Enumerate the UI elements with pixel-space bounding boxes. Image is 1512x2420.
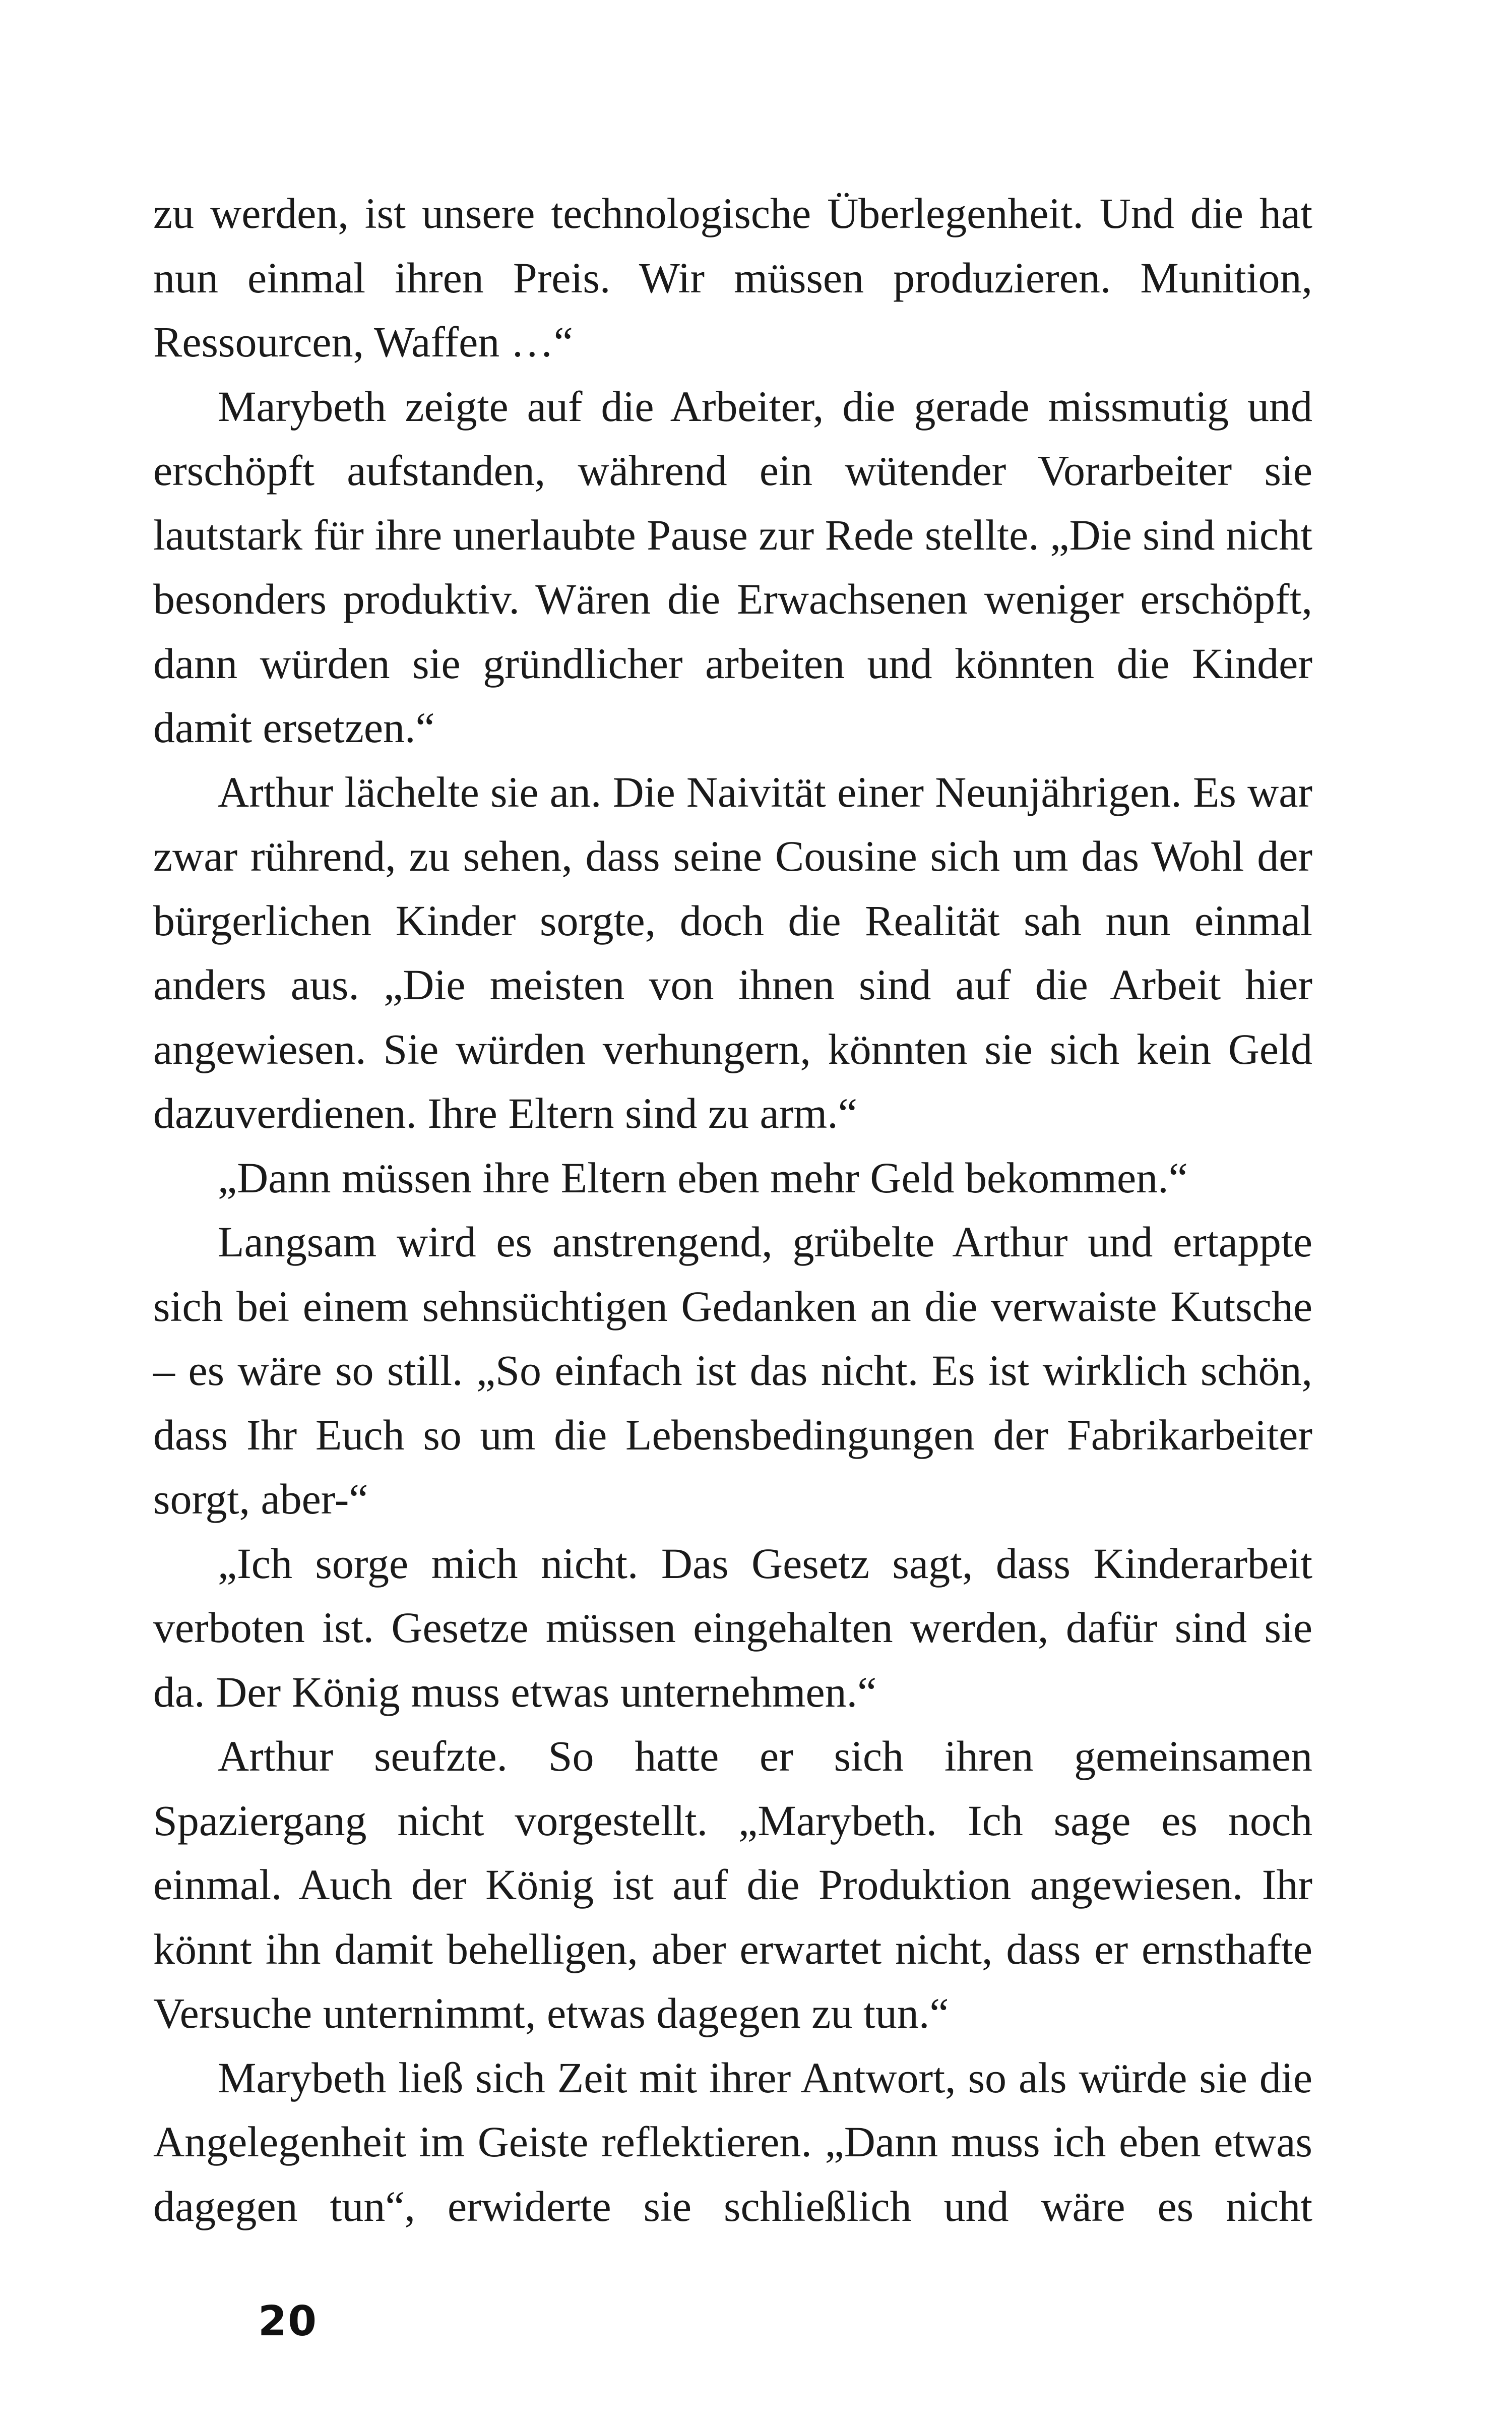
paragraph: Arthur seufzte. So hatte er sich ihren gemeinsamen Spaziergang nicht vorgestellt. „Marybeth. Ich sage es noch einmal. Auch der König ist auf die Produktion angewiesen. Ihr könnt ihn damit behelligen, aber erwartet nicht, dass er ernsthafte Versuche unternimmt, etwas dagegen zu tun.“ bbox=[153, 1732, 1312, 2037]
paragraph: „Ich sorge mich nicht. Das Gesetz sagt, dass Kinderarbeit verboten ist. Gesetze müssen eingehalten werden, dafür sind sie da. Der König muss etwas unternehmen.“ bbox=[153, 1539, 1312, 1716]
page-number: 20 bbox=[258, 2297, 318, 2345]
paragraph: zu werden, ist unsere technologische Überlegenheit. Und die hat nun einmal ihren Preis. Wir müssen produzieren. Munition, Ressourcen, Waffen …“ bbox=[153, 189, 1312, 366]
paragraph: Marybeth ließ sich Zeit mit ihrer Antwort, so als würde sie die Angelegenheit im Geiste reflektieren. „Dann muss ich eben etwas dagegen tun“, erwiderte sie schließlich und wäre es nicht bbox=[153, 2053, 1312, 2230]
body-text bbox=[153, 182, 1312, 2238]
paragraph: „Dann müssen ihre Eltern eben mehr Geld bekommen.“ bbox=[218, 1153, 1188, 1202]
paragraph: Arthur lächelte sie an. Die Naivität einer Neunjährigen. Es war zwar rührend, zu sehen, dass seine Cousine sich um das Wohl der bürgerlichen Kinder sorgte, doch die Realität sah nun einmal anders aus. „Die meisten von ihnen sind auf die Arbeit hier angewiesen. Sie würden verhungern, könnten sie sich kein Geld dazuverdienen. Ihre Eltern sind zu arm.“ bbox=[153, 767, 1312, 1137]
paragraph: Marybeth zeigte auf die Arbeiter, die gerade missmutig und erschöpft aufstanden, während ein wütender Vorarbeiter sie lautstark für ihre unerlaubte Pause zur Rede stellte. „Die sind nicht besonders produktiv. Wären die Erwachsenen weniger erschöpft, dann würden sie gründlicher arbeiten und könnten die Kinder damit ersetzen.“ bbox=[153, 382, 1312, 752]
paragraph: Langsam wird es anstrengend, grübelte Arthur und ertappte sich bei einem sehnsüchtigen Gedanken an die verwaiste Kutsche – es wäre so still. „So einfach ist das nicht. Es ist wirklich schön, dass Ihr Euch so um die Lebensbedingungen der Fabrikarbeiter sorgt, aber-“ bbox=[153, 1218, 1312, 1523]
